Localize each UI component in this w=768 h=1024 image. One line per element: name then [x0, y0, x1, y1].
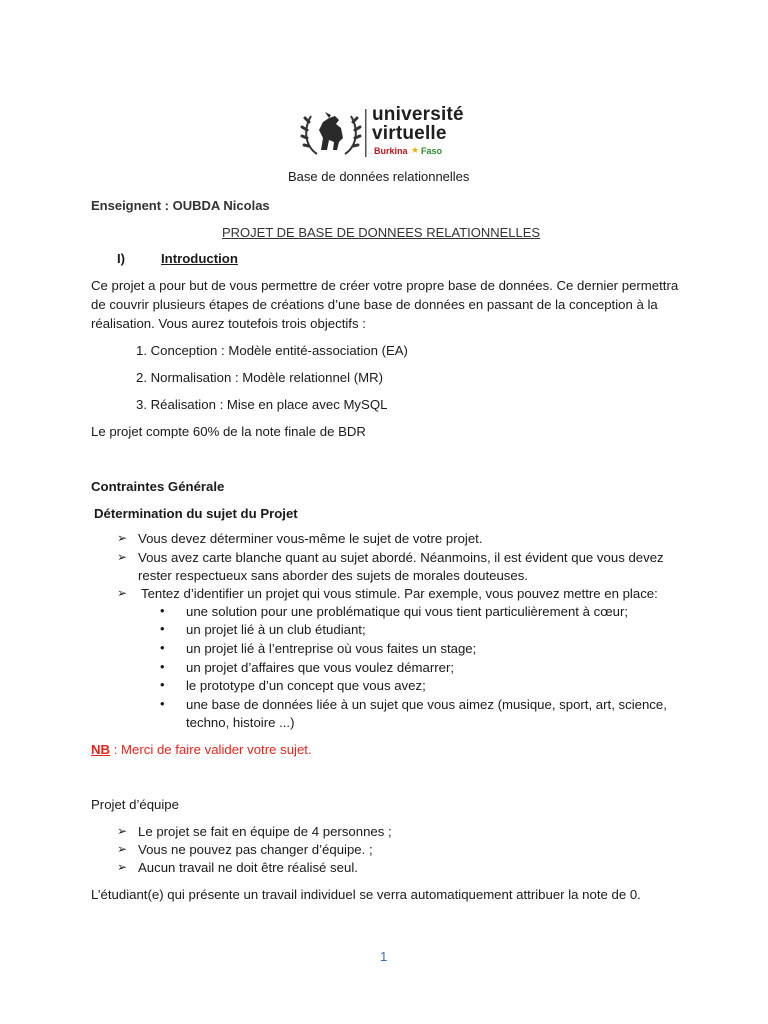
section-heading: Introduction — [161, 251, 238, 266]
individual-note: L’étudiant(e) qui présente un travail individuel se verra automatiquement attribuer la note de 0. — [91, 887, 641, 902]
example-item: un projet lié à l’entreprise où vous faites un stage; — [186, 641, 477, 656]
objective-item: 3. Réalisation : Mise en place avec MySQL — [136, 397, 388, 412]
subject-heading: Détermination du sujet du Projet — [94, 506, 298, 521]
team-heading: Projet d’équipe — [91, 797, 179, 812]
page-number: 1 — [380, 949, 388, 964]
objective-item: 1. Conception : Modèle entité-association (EA) — [136, 343, 408, 358]
intro-line: Ce projet a pour but de vous permettre de créer votre propre base de données. Ce dernier permettra — [91, 278, 679, 293]
subject-point: Vous devez déterminer vous-même le sujet de votre projet. — [138, 531, 483, 546]
constraints-heading: Contraintes Générale — [91, 479, 225, 494]
course-name: Base de données relationnelles — [288, 169, 470, 184]
example-item: une base de données liée à un sujet que vous aimez (musique, sport, art, science, — [186, 697, 667, 712]
subject-point: Tentez d’identifier un projet qui vous stimule. Par exemple, vous pouvez mettre en place: — [141, 586, 658, 601]
team-point: Vous ne pouvez pas changer d’équipe. ; — [138, 842, 373, 857]
example-item: un projet lié à un club étudiant; — [186, 622, 366, 637]
example-item: un projet d’affaires que vous voulez démarrer; — [186, 660, 455, 675]
objective-item: 2. Normalisation : Modèle relationnel (MR) — [136, 370, 383, 385]
team-point: Aucun travail ne doit être réalisé seul. — [138, 860, 358, 875]
logo-word-universite: université — [372, 104, 464, 125]
horse-emblem-icon — [299, 104, 363, 162]
bullet-icon: • — [160, 696, 165, 711]
bullet-icon: • — [160, 603, 165, 618]
document-title: PROJET DE BASE DE DONNEES RELATIONNELLES — [222, 225, 541, 240]
arrow-bullet-icon: ➢ — [117, 586, 128, 600]
star-icon: ★ — [411, 145, 420, 155]
nb-text: : Merci de faire valider votre sujet. — [110, 742, 312, 757]
intro-line: réalisation. Vous aurez toutefois trois objectifs : — [91, 316, 366, 331]
subject-point: rester respectueux sans aborder des sujets de morales douteuses. — [138, 568, 528, 583]
example-item: techno, histoire ...) — [186, 715, 295, 730]
example-item: le prototype d’un concept que vous avez; — [186, 678, 426, 693]
arrow-bullet-icon: ➢ — [117, 860, 128, 874]
nb-label: NB — [91, 742, 111, 757]
bullet-icon: • — [160, 640, 165, 655]
bullet-icon: • — [160, 677, 165, 692]
logo-country-faso: Faso — [421, 146, 443, 156]
arrow-bullet-icon: ➢ — [117, 842, 128, 856]
arrow-bullet-icon: ➢ — [117, 531, 128, 545]
section-number: I) — [117, 251, 126, 266]
arrow-bullet-icon: ➢ — [117, 550, 128, 564]
example-item: une solution pour une problématique qui vous tient particulièrement à cœur; — [186, 604, 629, 619]
intro-line: de couvrir plusieurs étapes de créations d’une base de données en passant de la conception à la — [91, 297, 658, 312]
team-point: Le projet se fait en équipe de 4 personnes ; — [138, 824, 392, 839]
arrow-bullet-icon: ➢ — [117, 824, 128, 838]
subject-point: Vous avez carte blanche quant au sujet abordé. Néanmoins, il est évident que vous devez — [138, 550, 664, 565]
bullet-icon: • — [160, 659, 165, 674]
logo-word-virtuelle: virtuelle — [372, 123, 447, 144]
logo-divider — [365, 109, 367, 157]
nb-note — [91, 741, 312, 759]
grade-note: Le projet compte 60% de la note finale de BDR — [91, 424, 366, 439]
teacher-line: Enseignent : OUBDA Nicolas — [91, 198, 270, 213]
logo-country-burkina: Burkina — [374, 146, 408, 156]
bullet-icon: • — [160, 621, 165, 636]
university-logo — [299, 104, 479, 162]
